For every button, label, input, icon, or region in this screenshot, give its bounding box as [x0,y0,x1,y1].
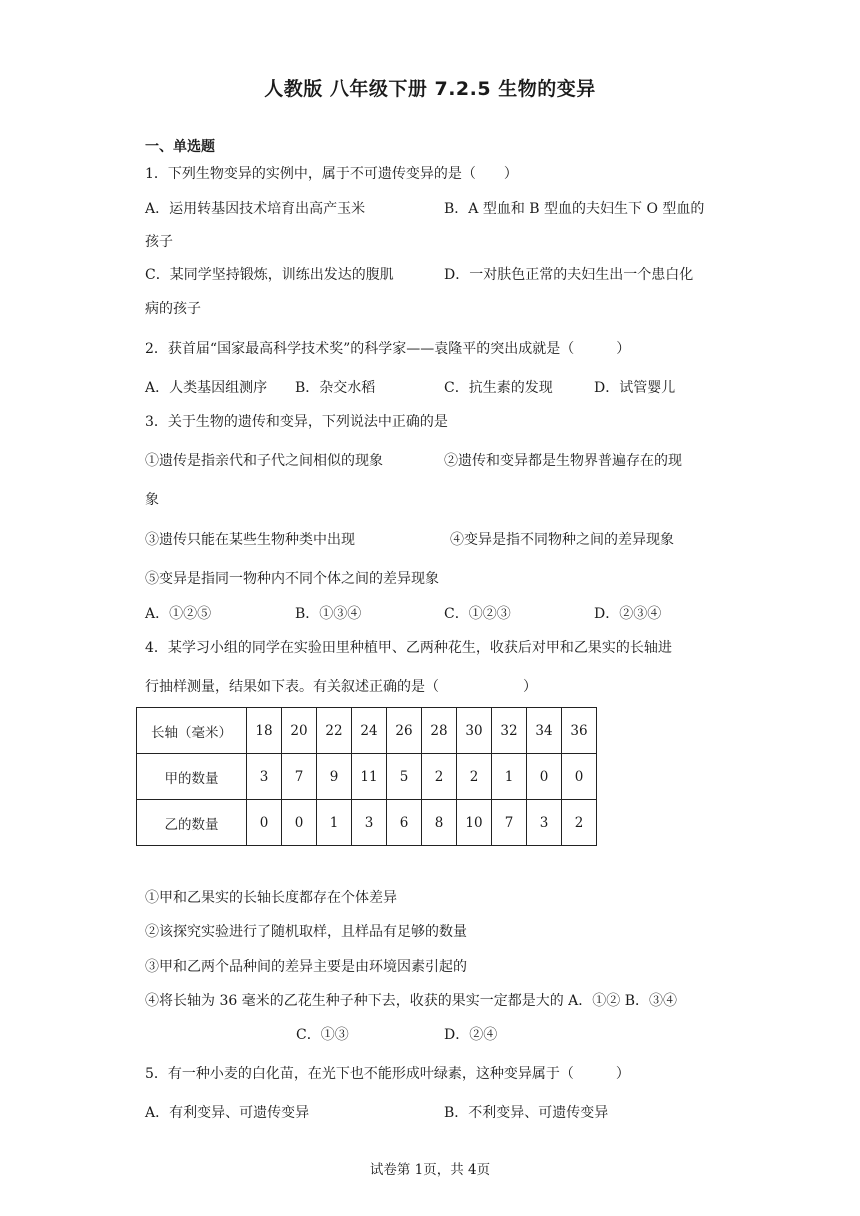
table-cell: 6 [387,800,422,846]
table-row-label-yi: 乙的数量 [137,800,247,846]
q2-option-d: D．试管婴儿 [594,380,676,396]
table-cell: 30 [457,708,492,754]
q3-statement-2: ②遗传和变异都是生物界普遍存在的现 [444,453,682,469]
table-cell: 20 [282,708,317,754]
table-cell: 3 [352,800,387,846]
q1-option-a: A．运用转基因技术培育出高产玉米 [145,201,366,217]
q5-stem: 5．有一种小麦的白化苗，在光下也不能形成叶绿素，这种变异属于（ ） [145,1066,630,1082]
q4-option-d: D．②④ [444,1027,498,1043]
table-header-length: 长轴（毫米） [137,708,247,754]
q3-statement-3: ③遗传只能在某些生物种类中出现 [145,532,355,548]
page-title: 人教版 八年级下册 7.2.5 生物的变异 [264,78,596,100]
q4-stem: 4．某学习小组的同学在实验田里种植甲、乙两种花生，收获后对甲和乙果实的长轴进 [145,640,672,656]
table-cell: 0 [282,800,317,846]
measurement-table [136,707,597,846]
q1-stem: 1．下列生物变异的实例中，属于不可遗传变异的是（ ） [145,166,518,182]
q4-option-c: C．①③ [296,1027,349,1043]
table-cell: 8 [422,800,457,846]
table-cell: 0 [527,754,562,800]
table-cell: 0 [562,754,597,800]
table-row [137,800,597,846]
q4-statement-3: ③甲和乙两个品种间的差异主要是由环境因素引起的 [145,959,467,975]
table-row-label-jia: 甲的数量 [137,754,247,800]
q5-option-a: A．有利变异、可遗传变异 [145,1105,310,1121]
table-cell: 32 [492,708,527,754]
table-cell: 10 [457,800,492,846]
table-cell: 34 [527,708,562,754]
table-cell: 24 [352,708,387,754]
q1-option-b: B．A 型血和 B 型血的夫妇生下 O 型血的 [444,201,705,217]
table-row [137,754,597,800]
q3-option-b: B．①③④ [295,606,362,622]
table-cell: 3 [527,800,562,846]
q4-statement-1: ①甲和乙果实的长轴长度都存在个体差异 [145,890,397,906]
table-cell: 11 [352,754,387,800]
table-row [137,708,597,754]
table-cell: 2 [562,800,597,846]
table-cell: 7 [282,754,317,800]
q5-option-b: B．不利变异、可遗传变异 [444,1105,609,1121]
q2-option-a: A．人类基因组测序 [145,380,268,396]
page-footer: 试卷第 1页，共 4页 [369,1162,491,1178]
q3-statement-1: ①遗传是指亲代和子代之间相似的现象 [145,453,383,469]
table-cell: 0 [247,800,282,846]
table-cell: 28 [422,708,457,754]
table-cell: 2 [457,754,492,800]
q4-statement-2: ②该探究实验进行了随机取样，且样品有足够的数量 [145,924,467,940]
q4-stem-cont: 行抽样测量，结果如下表。有关叙述正确的是（ ） [145,679,537,695]
q3-option-a: A．①②⑤ [145,606,212,622]
q1-option-b-cont: 孩子 [145,234,173,250]
q3-option-d: D．②③④ [594,606,662,622]
table-cell: 1 [317,800,352,846]
q1-option-c: C．某同学坚持锻炼，训练出发达的腹肌 [145,267,394,283]
table-cell: 36 [562,708,597,754]
table-cell: 3 [247,754,282,800]
q4-statement-4: ④将长轴为 36 毫米的乙花生种子种下去，收获的果实一定都是大的 A．①② B．③④ [145,993,678,1009]
q2-stem: 2．获首届“国家最高科学技术奖”的科学家——袁隆平的突出成就是（ ） [145,341,631,357]
q3-statement-4: ④变异是指不同物种之间的差异现象 [450,532,674,548]
q1-option-d-cont: 病的孩子 [145,301,201,317]
table-cell: 7 [492,800,527,846]
table-cell: 5 [387,754,422,800]
q2-option-b: B．杂交水稻 [295,380,376,396]
q1-option-d: D．一对肤色正常的夫妇生出一个患白化 [444,267,694,283]
table-cell: 1 [492,754,527,800]
section-heading: 一、单选题 [145,139,215,155]
q3-statement-5: ⑤变异是指同一物种内不同个体之间的差异现象 [145,571,439,587]
q3-stem: 3．关于生物的遗传和变异，下列说法中正确的是 [145,414,448,430]
q2-option-c: C．抗生素的发现 [444,380,553,396]
q3-option-c: C．①②③ [444,606,511,622]
table-cell: 2 [422,754,457,800]
q3-statement-2-cont: 象 [145,492,159,508]
table-cell: 22 [317,708,352,754]
table-cell: 26 [387,708,422,754]
table-cell: 9 [317,754,352,800]
table-cell: 18 [247,708,282,754]
